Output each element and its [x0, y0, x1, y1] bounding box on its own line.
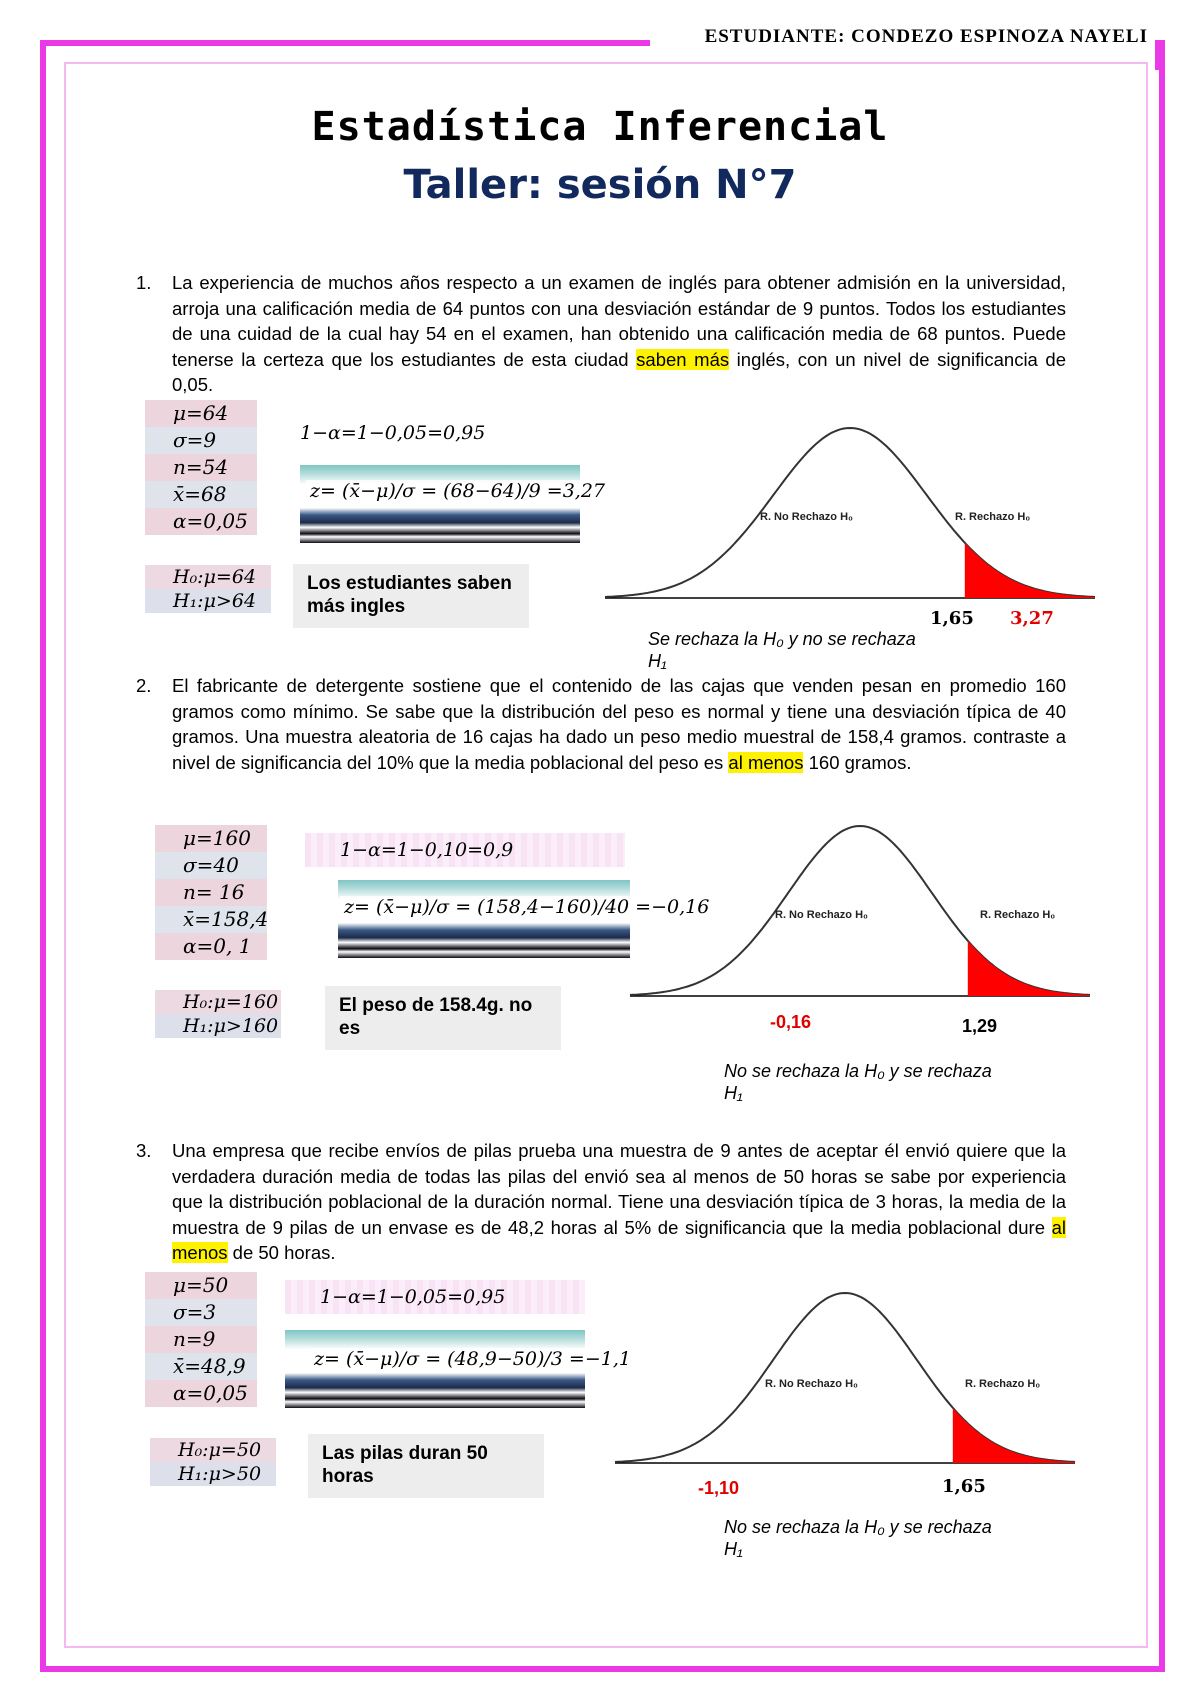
data-alpha: α=0,05 — [145, 1380, 257, 1407]
problem-number: 2. — [136, 675, 152, 696]
rejection-area — [953, 1408, 1075, 1463]
normal-curve-chart — [610, 1285, 1080, 1467]
z-formula: z= (x̄−μ)/σ = (68−64)/9 =3,27 — [306, 480, 609, 502]
reject-label: R. Rechazo H₀ — [980, 909, 1056, 921]
hypotheses — [150, 1438, 276, 1486]
problem-2 — [136, 673, 1066, 775]
problem-1 — [136, 270, 1066, 398]
alt-hypothesis: H₁:μ>64 — [145, 589, 271, 613]
data-sigma: σ=9 — [145, 427, 257, 454]
critical-value: 1,65 — [930, 608, 974, 629]
highlight: al menos — [172, 1216, 1066, 1263]
normal-curve-chart — [625, 818, 1095, 1000]
null-hypothesis: H₀:μ=64 — [145, 565, 271, 589]
data-mu: μ=64 — [145, 400, 257, 427]
data-n: n=54 — [145, 454, 257, 481]
conclusion-box: Las pilas duran 50 horas — [308, 1434, 544, 1498]
z-formula: z= (x̄−μ)/σ = (48,9−50)/3 =−1,1 — [310, 1348, 635, 1370]
data-alpha: α=0, 1 — [155, 933, 267, 960]
data-xbar: x̄=48,9 — [145, 1353, 257, 1380]
page-subtitle: Taller: sesión N°7 — [403, 162, 797, 208]
z-statistic: 3,27 — [1010, 608, 1054, 629]
problem-3 — [136, 1138, 1066, 1266]
z-formula: z= (x̄−μ)/σ = (158,4−160)/40 =−0,16 — [340, 896, 713, 918]
z-statistic: -0,16 — [770, 1012, 812, 1032]
problem-text-end: de 50 horas. — [227, 1242, 336, 1263]
data-sigma: σ=3 — [145, 1299, 257, 1326]
confidence-level: 1−α=1−0,10=0,9 — [305, 833, 625, 867]
problem-text-end: inglés, con un nivel de significancia de 0,05. — [172, 348, 1067, 395]
hypotheses — [145, 565, 271, 613]
student-name: ESTUDIANTE: CONDEZO ESPINOZA NAYELI — [704, 26, 1148, 47]
no-reject-label: R. No Rechazo H₀ — [760, 511, 853, 523]
rejection-area — [968, 941, 1090, 996]
problem-text-end: 160 gramos. — [803, 751, 912, 773]
data-xbar: x̄=158,4 — [155, 906, 267, 933]
problem-text: Una empresa que recibe envíos de pilas prueba una muestra de 9 antes de aceptar él envió quiere que la verdadera duración media de todas las pilas del envió sea al menos de 50 horas se sabe por experiencia que la distribución poblacional de la duración normal. Tiene una desviación típica de 3 horas, la media de la muestra de 9 pilas de un envase es de 48,2 horas al 5% de significancia que la media poblacional dure — [172, 1140, 1066, 1238]
given-data — [145, 1272, 257, 1407]
conclusion-box: Los estudiantes saben más ingles — [293, 564, 529, 628]
critical-value: 1,65 — [942, 1476, 986, 1497]
problem-number: 1. — [136, 272, 152, 293]
alt-hypothesis: H₁:μ>160 — [155, 1014, 281, 1038]
critical-value: 1,29 — [962, 1016, 998, 1036]
highlight: al menos — [728, 751, 804, 773]
data-mu: μ=160 — [155, 825, 267, 852]
data-sigma: σ=40 — [155, 852, 267, 879]
given-data — [155, 825, 267, 960]
conclusion-box: El peso de 158.4g. no es — [325, 986, 561, 1050]
no-reject-label: R. No Rechazo H₀ — [775, 909, 868, 921]
normal-curve-chart — [600, 420, 1100, 602]
reject-label: R. Rechazo H₀ — [955, 511, 1031, 523]
given-data — [145, 400, 257, 535]
hypotheses — [155, 990, 281, 1038]
data-mu: μ=50 — [145, 1272, 257, 1299]
problem-number: 3. — [136, 1140, 152, 1161]
confidence-level: 1−α=1−0,05=0,95 — [285, 1280, 585, 1314]
data-alpha: α=0,05 — [145, 508, 257, 535]
z-formula-box — [300, 465, 580, 543]
data-xbar: x̄=68 — [145, 481, 257, 508]
null-hypothesis: H₀:μ=50 — [150, 1438, 276, 1462]
reject-label: R. Rechazo H₀ — [965, 1378, 1041, 1390]
z-formula-box — [338, 880, 630, 958]
verdict: Se rechaza la H₀ y no se rechaza H₁ — [648, 629, 916, 671]
highlight: saben más — [636, 348, 730, 370]
null-hypothesis: H₀:μ=160 — [155, 990, 281, 1014]
verdict: No se rechaza la H₀ y se rechaza H₁ — [724, 1517, 992, 1559]
verdict: No se rechaza la H₀ y se rechaza H₁ — [724, 1061, 992, 1103]
alt-hypothesis: H₁:μ>50 — [150, 1462, 276, 1486]
page-title: Estadística Inferencial — [311, 104, 889, 150]
z-statistic: -1,10 — [698, 1478, 740, 1498]
problem-text: La experiencia de muchos años respecto a un examen de inglés para obtener admisión en la universidad, arroja una calificación media de 64 puntos con una desviación estándar de 9 puntos. Todos los estudiantes de una cuidad de la cual hay 54 en el examen, han obtenido una calificación media de 68 puntos. Puede tenerse la certeza que los estudiantes de esta ciudad — [172, 272, 1066, 370]
confidence-level: 1−α=1−0,05=0,95 — [300, 422, 486, 444]
data-n: n= 16 — [155, 879, 267, 906]
data-n: n=9 — [145, 1326, 257, 1353]
problem-text: El fabricante de detergente sostiene que el contenido de las cajas que venden pesan en promedio 160 gramos como mínimo. Se sabe que la distribución del peso es normal y tiene una desviación típica de 40 gramos. Una muestra aleatoria de 16 cajas ha dado un peso medio muestral de 158,4 gramos. contraste a nivel de significancia del 10% que la media poblacional del peso es — [172, 675, 1066, 773]
no-reject-label: R. No Rechazo H₀ — [765, 1378, 858, 1390]
rejection-area — [965, 543, 1095, 598]
